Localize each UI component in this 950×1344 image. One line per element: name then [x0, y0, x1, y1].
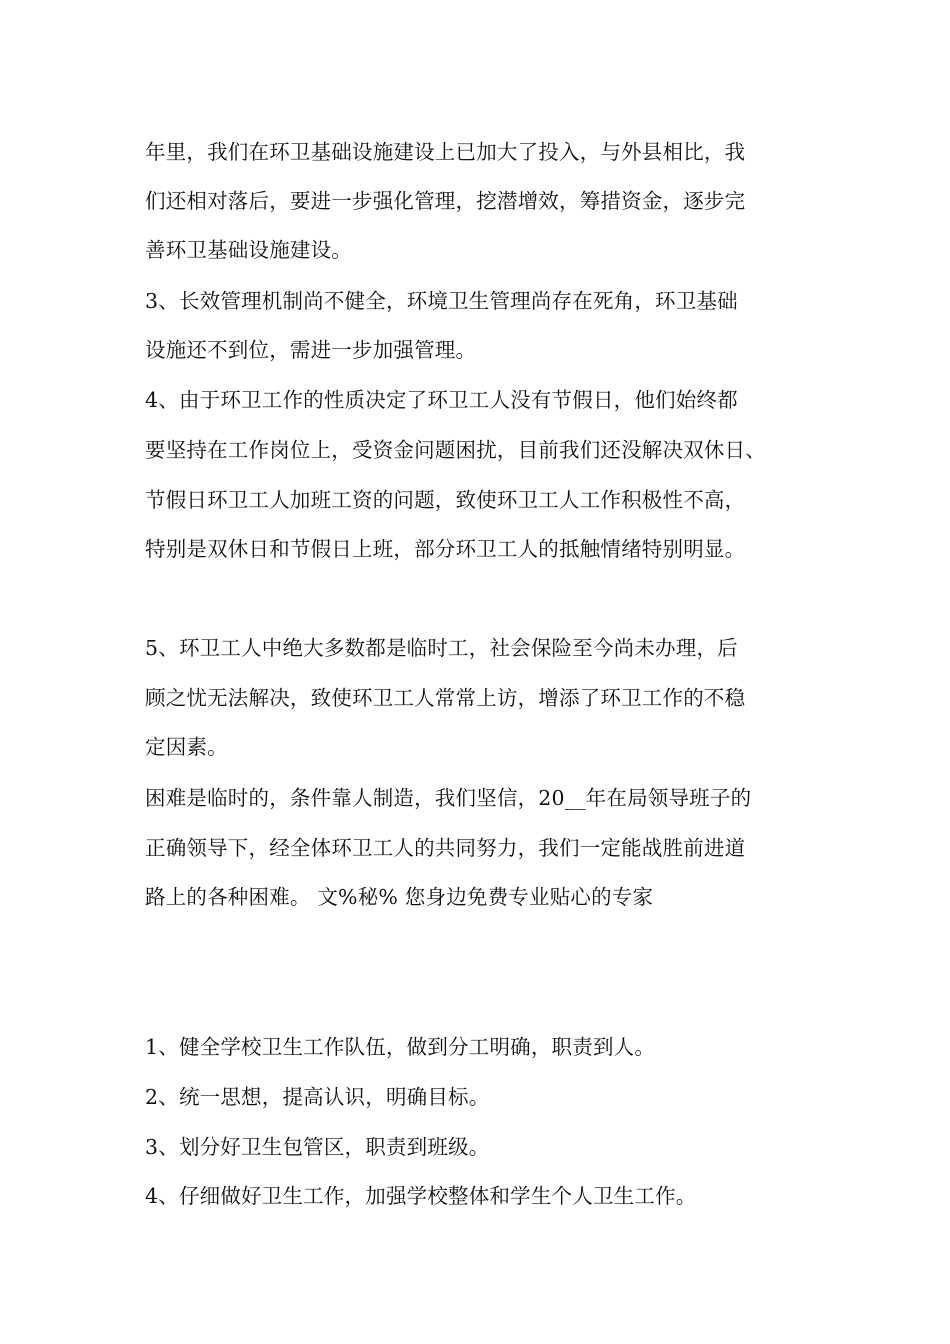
- text-line: 节假日环卫工人加班工资的问题，致使环卫工人工作积极性不高，: [145, 488, 746, 512]
- text-line: 特别是双休日和节假日上班，部分环卫工人的抵触情绪特别明显。: [145, 537, 746, 561]
- text-line: 善环卫基础设施建设。: [145, 238, 352, 262]
- text-line: 要坚持在工作岗位上，受资金问题困扰，目前我们还没解决双休日、: [145, 438, 766, 462]
- list-item: 2、统一思想，提高认识，明确目标。: [145, 1085, 490, 1109]
- text-line: 困难是临时的，条件靠人制造，我们坚信，20__年在局领导班子的: [145, 786, 752, 810]
- text-line: 年里，我们在环卫基础设施建设上已加大了投入，与外县相比，我: [145, 140, 746, 164]
- text-line: 定因素。: [145, 735, 228, 759]
- text-line: 设施还不到位，需进一步加强管理。: [145, 338, 477, 362]
- text-line: 正确领导下，经全体环卫工人的共同努力，我们一定能战胜前进道: [145, 836, 746, 860]
- text-line: 3、长效管理机制尚不健全，环境卫生管理尚存在死角，环卫基础: [145, 289, 738, 313]
- text-line: 们还相对落后，要进一步强化管理，挖潜增效，筹措资金，逐步完: [145, 189, 746, 213]
- text-line: 4、由于环卫工作的性质决定了环卫工人没有节假日，他们始终都: [145, 388, 738, 412]
- text-line: 5、环卫工人中绝大多数都是临时工，社会保险至今尚未办理，后: [145, 636, 738, 660]
- list-item: 4、仔细做好卫生工作，加强学校整体和学生个人卫生工作。: [145, 1184, 697, 1208]
- text-line: 路上的各种困难。 文%秘% 您身边免费专业贴心的专家: [145, 885, 654, 909]
- list-item: 1、健全学校卫生工作队伍，做到分工明确，职责到人。: [145, 1035, 656, 1059]
- list-item: 3、划分好卫生包管区，职责到班级。: [145, 1135, 490, 1159]
- text-line: 顾之忧无法解决，致使环卫工人常常上访，增添了环卫工作的不稳: [145, 686, 746, 710]
